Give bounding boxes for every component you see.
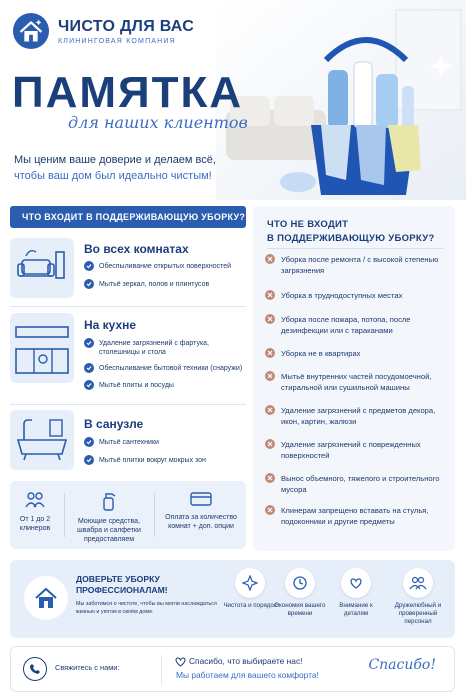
banner-title: ДОВЕРЬТЕ УБОРКУ ПРОФЕССИОНАЛАМ! bbox=[76, 574, 168, 595]
list-item: Мытьё плитки вокруг мокрых зон bbox=[84, 456, 206, 465]
list-item: Уборка после пожара, потопа, после дезинфекции или с тараканами bbox=[265, 314, 447, 336]
list-item: Вынос объемного, тяжелого и строительного мусора bbox=[265, 473, 447, 495]
list-item: Удаление загрязнений с поврежденных поверхностей bbox=[265, 439, 447, 461]
team-icon bbox=[403, 568, 433, 598]
included-heading: ЧТО ВХОДИТ В ПОДДЕРЖИВАЮЩУЮ УБОРКУ? bbox=[10, 206, 246, 228]
clock-icon bbox=[285, 568, 315, 598]
features-bar bbox=[10, 481, 246, 549]
sofa-icon bbox=[10, 238, 74, 298]
list-item: Удаление загрязнений с предметов декора, икон, картин, жалюзи bbox=[265, 405, 447, 427]
badge-time: Экономия вашего времени bbox=[272, 568, 328, 618]
check-icon bbox=[84, 338, 94, 348]
sparkle-icon bbox=[235, 568, 265, 598]
check-icon bbox=[84, 437, 94, 447]
check-icon bbox=[84, 455, 94, 465]
page-title: ПАМЯТКА bbox=[12, 68, 244, 117]
payment-card-icon bbox=[190, 491, 212, 507]
check-icon bbox=[84, 380, 94, 390]
check-icon bbox=[84, 363, 94, 373]
footer bbox=[10, 646, 455, 692]
feature-payment bbox=[158, 481, 244, 549]
check-icon bbox=[84, 261, 94, 271]
divider bbox=[10, 404, 246, 405]
list-item: Уборка после ремонта / с высокой степенью загрязнения bbox=[265, 254, 447, 276]
feature-supplies bbox=[68, 481, 150, 549]
kitchen-title: На кухне bbox=[84, 318, 137, 332]
divider bbox=[10, 306, 246, 307]
cross-icon bbox=[265, 405, 275, 415]
feature-text: Моющие средства, швабра и салфетки предоставляем bbox=[77, 518, 141, 543]
hero-image bbox=[216, 0, 466, 200]
lead-text bbox=[14, 152, 244, 184]
bathtub-icon bbox=[10, 410, 74, 470]
trust-banner bbox=[10, 560, 455, 638]
list-item: Обеспыливание открытых поверхностей bbox=[84, 262, 231, 271]
house-logo-icon bbox=[12, 12, 50, 50]
excluded-card bbox=[253, 206, 455, 551]
spray-bottle-icon bbox=[101, 491, 117, 511]
divider bbox=[154, 493, 155, 537]
thanks-text: Спасибо, что выбираете нас! bbox=[189, 656, 303, 666]
cross-icon bbox=[265, 348, 275, 358]
divider bbox=[267, 248, 443, 249]
badge-cleanliness: Чистота и порядок bbox=[222, 568, 278, 610]
cross-icon bbox=[265, 371, 275, 381]
cross-icon bbox=[265, 473, 275, 483]
list-item: Удаление загрязнений с фартука, столешницы и стола bbox=[84, 339, 234, 357]
feature-text: От 1 до 2 клинеров bbox=[19, 516, 51, 532]
list-item: Мытьё сантехники bbox=[84, 438, 159, 447]
brand bbox=[12, 12, 194, 50]
list-item: Уборка не в квартирах bbox=[265, 348, 447, 359]
contact-label: Свяжитесь с нами: bbox=[55, 663, 120, 672]
thanks-subtext: Мы работаем для вашего комфорта! bbox=[176, 670, 319, 680]
lead-line-1: Мы ценим ваше доверие и делаем всё, bbox=[14, 154, 216, 166]
lead-line-2: чтобы ваш дом был идеально чистым! bbox=[14, 170, 212, 182]
heart-icon bbox=[175, 657, 186, 667]
people-icon bbox=[25, 491, 45, 509]
check-icon bbox=[84, 279, 94, 289]
banner-text: Мы заботимся о чистоте, чтобы вы могли наслаждаться жизнью и уютом в своём доме. bbox=[76, 601, 217, 615]
divider bbox=[64, 493, 65, 537]
cross-icon bbox=[265, 439, 275, 449]
kitchen-icon bbox=[10, 313, 74, 383]
house-icon bbox=[24, 576, 68, 620]
list-item: Мытьё плиты и посуды bbox=[84, 381, 174, 390]
signature: Спасибо! bbox=[368, 657, 436, 673]
list-item: Клинерам запрещено вставать на стулья, подоконники и другие предметы bbox=[265, 505, 447, 527]
badge-staff: Дружелюбный и проверенный персонал bbox=[386, 568, 450, 626]
cross-icon bbox=[265, 254, 275, 264]
phone-icon[interactable] bbox=[23, 657, 47, 681]
heart-hands-icon bbox=[341, 568, 371, 598]
feature-cleaners bbox=[10, 481, 60, 549]
rooms-title: Во всех комнатах bbox=[84, 242, 189, 256]
page-subtitle: для наших клиентов bbox=[68, 113, 248, 132]
list-item: Обеспыливание бытовой техники (снаружи) bbox=[84, 364, 242, 373]
list-item: Мытьё зеркал, полов и плинтусов bbox=[84, 280, 209, 289]
badge-details: Внимание к деталям bbox=[328, 568, 384, 618]
cross-icon bbox=[265, 314, 275, 324]
cross-icon bbox=[265, 505, 275, 515]
list-item: Мытьё внутренних частей посудомоечной, стиральной или сушильной машины bbox=[265, 371, 447, 393]
divider bbox=[161, 655, 162, 685]
list-item: Уборка в труднодоступных местах bbox=[265, 290, 447, 301]
brand-name: ЧИСТО ДЛЯ ВАС bbox=[58, 17, 195, 35]
feature-text: Оплата за количество комнат + доп. опции bbox=[165, 514, 237, 530]
cross-icon bbox=[265, 290, 275, 300]
brand-tagline: КЛИНИНГОВАЯ КОМПАНИЯ bbox=[58, 37, 176, 45]
bathroom-title: В санузле bbox=[84, 417, 144, 431]
excluded-heading: ЧТО НЕ ВХОДИТ В ПОДДЕРЖИВАЮЩУЮ УБОРКУ? bbox=[267, 219, 435, 244]
